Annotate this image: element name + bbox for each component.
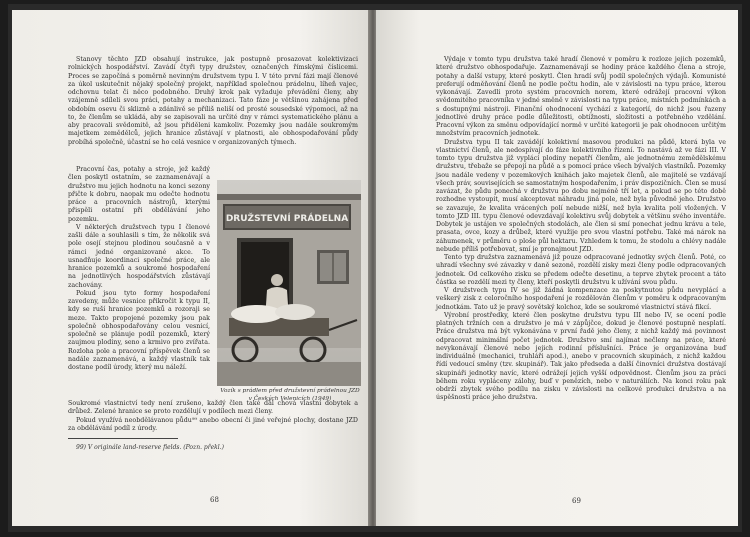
laundry-photo — [217, 180, 361, 386]
paragraph: Družstva typu II tak zavádějí kolektivní masovou produkci na půdě, která byla ve vlastnictví členů, ale nedospívají do fáze kolektivního řízení. To nastává až ve fázi III. V tomto typu družstva již vyplácí plodiny nepatří členům, ale jednotnému zemědělskému družstvu, třebaže se přepojí na půdě a s pomocí práce všech bývalých vlastníků. Pozemky jsou nadále vedeny v pozemkových knihách jako majetek členů, ale majitelé se vzdávají všech práv, souvisejících se samostatným hospodařením, i práv dispozičních. Člen se musí zavázat, že půdu ponechá v družstvu po dobu nejméně tří let, a pokud se po této době rozhodne vystoupit, musí akceptovat náhradu jiná pole, než byla původně jeho. Družstvo se zavazuje, že kvalita vrácených polí nebude nižší, než byla kvalita polí vložených. V tomto JZD III. typu členové odevzdávají kolektivu svůj dobytek a většinu svého inventáře. Dobytek je ustájen ve společných stodolách, ale člen si smí ponechat jednu krávu a tele, prasata, ovce, kozy a drůbež, které využije pro svou vlastní potřebu. Také má nárok na záhumenek, v průměru o ploše půl hektaru. Vzhledem k tomu, že stodolu a chlévy nadále nebude příliš potřebovat, smí je pronajmout JZD. — [436, 138, 726, 253]
sign-text: DRUŽSTEVNÍ PRÁDELNA — [225, 214, 349, 224]
left-column-text — [68, 166, 210, 372]
page-number: 68 — [210, 496, 219, 504]
paragraph: V některých družstvech typu I členové zašli dále a souhlasili s tím, že několik svá pole osejí stejnou plodinou současně a v rámci jedné organizované akce. To usnadňuje koordinaci společné práce, ale hranice pozemků a soukromé hospodaření na jednotlivých hospodářstvích zůstávají zachovány. — [68, 223, 210, 289]
paragraph: Soukromé vlastnictví tedy není zrušeno, každý člen také dál chová vlastní dobytek a drůbež. Zelené hranice se proto rozdělují v podílech mezi členy. — [68, 400, 358, 416]
left-top-text — [68, 56, 358, 147]
paragraph: Pokud jsou tyto formy hospodaření zavedeny, může vesnice přikročit k typu II, kdy se ruší hranice pozemků a rozoraji se meze. Takto propojené pozemky jsou pak společně obhospodařovány celou vesnicí, společně se plánuje podíl pozemků, který zaujmou plodiny, seno a krmivo pro zvířata. Rozloha pole a pracovní příspěvek členů se nadále zaznamenává, a každý vlastník tak dostane podíl úrody, který mu náleží. — [68, 289, 210, 371]
footnote-rule — [68, 438, 178, 439]
paragraph: V družstvech typu IV se již žádná kompenzace za poskytnutou půdu nevyplácí a veškerý zisk z celoročního hospodaření je rozdělován členům v poměru k odpracovaným jednotkám. Tato už je pravý sovětský kolchoz, kde se soukromé vlastnictví stává fikcí. — [436, 287, 726, 311]
paragraph: Výrobní prostředky, které člen poskytne družstvu typu III nebo IV, se ocení podle platných tržních cen a družstvo je má v zápůjčce, dokud je členové postupně nesplatí. Práce družstva má být vykonávána v první řadě jeho členy, z nichž každý má povinnost odpracovat minimální počet jednotek. Družstvo smí najímat nečleny na práce, které nevykonávají členové nebo jejich rodinní příslušníci. Práce je organizována buď individuálně (mechanici, truhláři apod.), anebo v pracovních skupinách, z nichž každou řídí vedoucí směny (tzv. skupinář). Tak jako předseda a další činovníci družstva dostávají skupináři jednotky navíc, které odrážejí jejich vyšší odpovědnost. Členům jsou za práci během roku vypláceny zálohy, buď v penězích, nebo v naturáliích. Na konci roku pak obdrží zbytek svého podílu na zisku v závislosti na celkové produkci družstva a na úspěšnosti práce jeho družstva. — [436, 311, 726, 402]
left-bottom-text — [68, 400, 358, 433]
caption-line: v Českých Velenicích (1949) — [248, 395, 332, 402]
paragraph: Pracovní čas, potahy a stroje, jež každý člen poskytl ostatním, se zaznamenávají a družstvo mu jejich hodnotu na konci sezony přičte k dobru, naopak mu odečte hodnotu práce a pracovních nástrojů, kterými přispěli ostatní při obdělávání jeho pozemku. — [68, 166, 210, 223]
paragraph: Pokud využívá neobdělávanou půdu⁹⁹ anebo obecní či jiné veřejné plochy, dostane JZD za obdělávání podíl z úrody. — [68, 416, 358, 432]
page-number: 69 — [572, 497, 581, 505]
paragraph: Stanovy těchto JZD obsahují instrukce, jak postupně prosazovat kolektivizaci rolnických hospodářství. Zavádí čtyři typy družstev, označených římskými číslicemi. Proces se započíná s poměrně nevinným družstvem typu I. V této první fázi mají členové za úkol uskutečnit nějaký společný projekt, například společnou prádelnu, líheň vajec, odchovnu telat či něco podobného. Druhý krok pak vyžaduje převádění členy, aby vzájemně sdíleli svou práci, potahy a mechanizaci. Tato fáze je většinou zahájena před obdobím osevu či sklizně a zdánlivě se příliš neliší od prosté sousedské výpomoci, až na to, že členům se ukládá, aby se zapisovali na určité dny v rámci systematického plánu a aby pracovali svědomitě, až jsou přiděleni kamkoliv. Pozemky jsou nadále soukromým majetkem zemědělců, jejich hranice zůstávají v platnosti, ale obhospodařování půdy probíhá společně, účastní se ho celá vesnice v organizovaných týmech. — [68, 56, 358, 146]
left-page — [12, 10, 370, 526]
paragraph: Tento typ družstva zaznamenává již pouze odpracované jednotky svých členů. Poté, co uhradí všechny své závazky v daně sezoně, rozdělí zisky mezi členy podle odpracovaných jednotek. Od celkového zisku se předem odečte desetinu, a teprve zbytek procent a táto částka se rozdělí mezi ty členy, kteří poskytli družstvu k užívání svou půdu. — [436, 254, 726, 286]
right-page — [376, 10, 738, 526]
caption-line: Vozík s prádlem před družstevní prádelnou JZD — [220, 388, 360, 394]
footnote: 99) V originále land-reserve fields. (Pozn. překl.) — [76, 444, 224, 451]
open-book — [8, 4, 742, 532]
paragraph: Výdaje v tomto typu družstva také hradí členové v poměru k rozloze jejich pozemků, které družstvo obhospodařuje. Zaznamenávají se hodiny práce každého člena a stroje, potahy a další vstupy, které poskytl. Člen hradí svůj podíl společných výdajů. Komunisté preferují odměňování členů ne podle počtu hodin, ale v závislosti na typu práce, kterou vykonávají. Zavedli proto systém pracovních norem, které odrážejí pracovní výkon svědomitého pracovníka v jedné směně v závislosti na typu práce, místních podmínkách a s dostupnými nástroji. Finanční ohodnocení vychází z kategorií, do nichž jsou řazeny jednotlivé druhy práce podle důležitosti, obtížnosti, složitosti a potřebného vzdělání. Pracovní výkon za směnu odpovídající normě v určité kategorii je pak ohodnocen určitým množstvím pracovních jednotek. — [436, 56, 726, 138]
right-body-text — [436, 56, 726, 403]
